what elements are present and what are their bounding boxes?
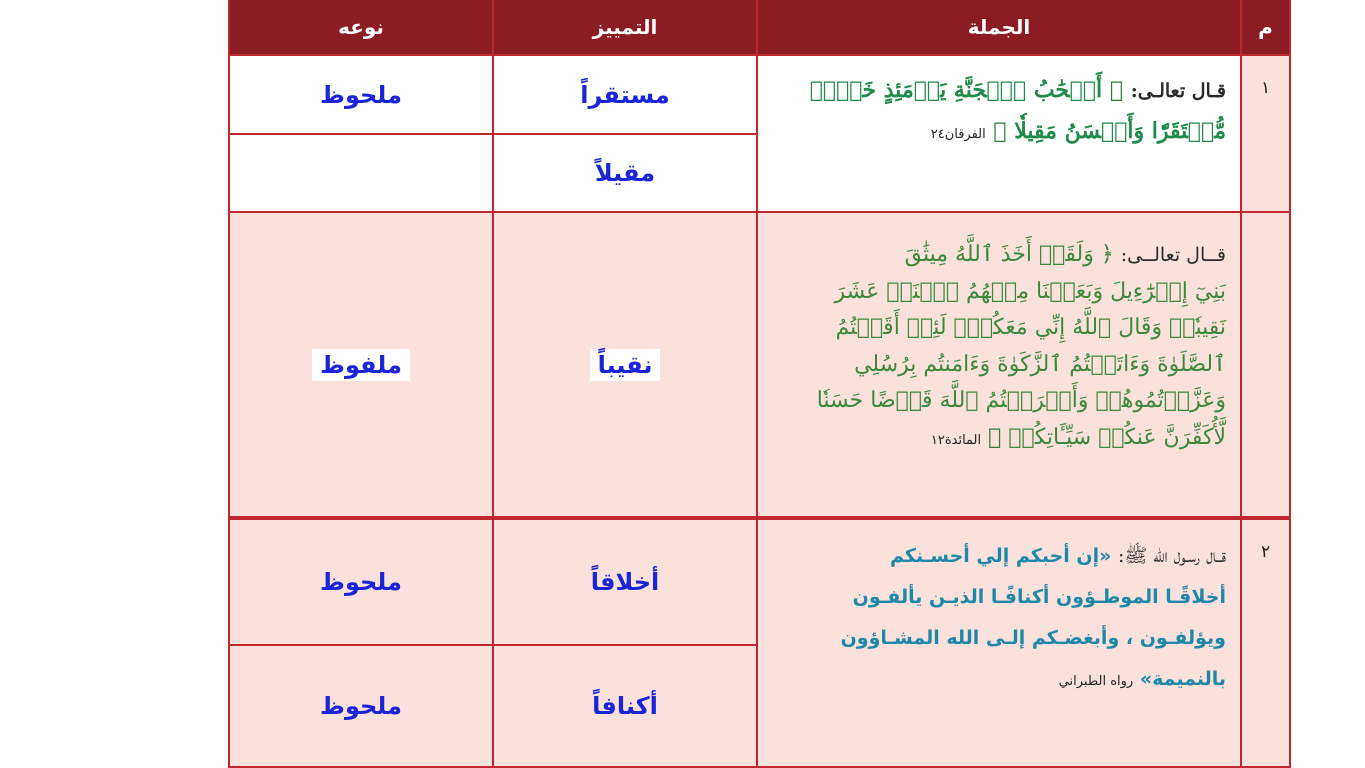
open-bracket: ﴿: [1100, 242, 1114, 267]
hadith-line: أخلاقًـا الموطـؤون أكنافًـا الذيـن يألفـون: [852, 586, 1226, 608]
row-number: ٢: [1260, 542, 1271, 562]
verse-line: مُّسۡتَقَرّٗا وَأَحۡسَنُ مَقِيلٗا: [1014, 118, 1226, 144]
header-sentence-label: الجملة: [967, 15, 1031, 39]
row3-tamyeez-1: [494, 520, 756, 644]
row1-tamyeez-2: [494, 135, 756, 211]
close-bracket: ﴾: [988, 424, 1002, 450]
type-value: ملحوظ: [320, 568, 402, 596]
quran-verse: [766, 70, 1226, 155]
open-bracket: ﴿: [1109, 77, 1124, 103]
header-number: [1242, 0, 1289, 54]
verse-line: بَنِيٓ إِسۡرَٰٓءِيلَ وَبَعَثۡنَا مِنۡهُمُ ٱثۡنَيۡ عَشَرَ: [834, 278, 1226, 304]
verse-reference: الفرقان٢٤: [930, 127, 986, 142]
row3-number: [1242, 520, 1289, 766]
tamyeez-table: [228, 0, 1291, 768]
hadith-line: «إن أحبكم إلي أحسـنكم: [890, 545, 1112, 567]
verse-line: وَلَقَدۡ أَخَذَ ٱللَّهُ مِيثَٰقَ: [904, 242, 1094, 267]
tamyeez-value: أكنافاً: [592, 692, 658, 720]
tamyeez-value: نقيباً: [590, 349, 661, 381]
close-bracket: ﴾: [993, 118, 1007, 144]
row-number: ١: [1260, 78, 1271, 98]
row1-type-2: [230, 135, 492, 211]
intro-text: قـال تعالـى:: [1130, 80, 1226, 102]
verse-line: ٱلصَّلَوٰةَ وَءَاتَيۡتُمُ ٱلزَّكَوٰةَ وَءَامَنتُم بِرُسُلِي: [854, 351, 1226, 377]
intro-text: قــال رسـول الله ﷺ:: [1118, 545, 1226, 567]
hadith-line: بالنميمة»: [1139, 668, 1226, 690]
row3-sentence: [758, 520, 1240, 766]
type-value: ملفوظ: [312, 349, 410, 381]
header-type: [230, 0, 492, 54]
row1-type-1: [230, 56, 492, 133]
verse-line: لَّأُكَفِّرَنَّ عَنكُمۡ سَيِّـَٔاتِكُمۡ: [1008, 424, 1226, 450]
row2-sentence: [758, 213, 1240, 516]
row3-tamyeez-2: [494, 646, 756, 766]
row1-sentence: [758, 56, 1240, 211]
verse-reference: المائدة١٢: [930, 432, 982, 448]
type-value: ملحوظ: [320, 80, 402, 109]
type-value: ملحوظ: [320, 692, 402, 720]
hadith-reference: رواه الطبراني: [1058, 674, 1134, 689]
header-type-label: نوعه: [338, 15, 384, 39]
verse-line: نَقِيبٗاۖ وَقَالَ ٱللَّهُ إِنِّي مَعَكُمۡۖ لَئِنۡ أَقَمۡتُمُ: [835, 315, 1226, 340]
tamyeez-value: مستقراً: [580, 80, 670, 109]
header-tamyeez: [494, 0, 756, 54]
row1-number: [1242, 56, 1289, 211]
verse-line: وَعَزَّرۡتُمُوهُمۡ وَأَقۡرَضۡتُمُ ٱللَّهَ قَرۡضًا حَسَنٗا: [816, 388, 1226, 413]
verse-line: أَصۡحَٰبُ ٱلۡجَنَّةِ يَوۡمَئِذٍ خَيۡرٞ: [809, 77, 1103, 103]
row2-tamyeez: [494, 213, 756, 516]
row3-type-1: [230, 520, 492, 644]
tamyeez-value: مقيلاً: [594, 159, 656, 187]
row3-type-2: [230, 646, 492, 766]
hadith-line: ويؤلفـون ، وأبغضـكم إلـى الله المشـاؤون: [840, 627, 1226, 649]
intro-text: قــال تعالــى:: [1120, 244, 1226, 266]
row1-tamyeez-1: [494, 56, 756, 133]
quran-verse: [766, 237, 1226, 459]
header-tamyeez-label: التمييز: [592, 15, 658, 39]
header-number-label: م: [1258, 15, 1273, 39]
row2-type: [230, 213, 492, 516]
header-sentence: [758, 0, 1240, 54]
tamyeez-value: أخلاقاً: [590, 568, 660, 596]
row2-number: [1242, 213, 1289, 516]
